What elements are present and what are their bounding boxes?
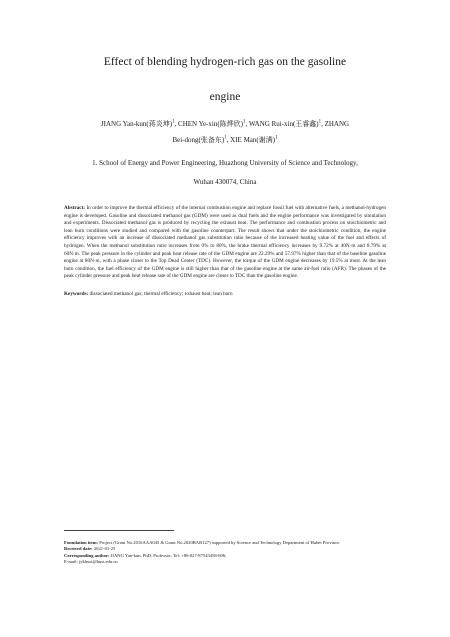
email-note: E-mail: jykhust@hust.edu.cn — [64, 559, 118, 565]
funding-label: Foundation item: — [64, 540, 99, 545]
footnote-divider — [64, 530, 174, 531]
affiliation-line-1: 1. School of Energy and Power Engineering, Huazhong University of Science and Technology, — [92, 159, 358, 167]
received-label: Received date: — [64, 546, 93, 552]
keywords-label: Keywords: — [64, 290, 89, 297]
author-list-continued — [64, 136, 386, 145]
abstract-text: In order to improve the thermal efficiency of the internal combustion engine and replace fossil fuel with alternative fuels, a methanol-hydrogen engine is developed. Gasoline and dissociated methanol gas (GDM) were used as dual fuels and the engine performance was investigated by simulation and experiments. Dissociated methanol gas is produced by recycling the exhaust heat. The performance and combustion process on stoichiometric and lean burn conditions were studied and compared with the gasoline counterpart. The result shows that under the stoichiometric condition, the engine efficiency improves with an increase of dissociated methanol gas substitution ratio because of the increased heating value of the fuel and effects of hydrogen. When the methanol substitution ratio increases from 0% to 80%, the brake thermal efficiency increases by 9.72% at 40N·m and 8.79% at 60N·m. The peak pressure in the cylinder and peak heat release rate of the GDM engine are 22.29% and 57.97% higher than that of the baseline gasoline engine at 80N·m, with a phase closer to the Top Dead Center (TDC). However, the torque of the GDM engine decreases by 19.5% at most. At the lean burn condition, the fuel efficiency of the GDM engine is still higher than that of the gasoline engine at the same air-fuel ratio (AFR). The phases of the peak cylinder pressure and peak heat release rate of the GDM engine are closer to TDC than the gasoline engine. — [64, 205, 386, 280]
corresponding-text: JIANG Yan-kun, PhD, Professor; Tel: +86-027-87543458-606; — [109, 552, 227, 558]
author-name: Bei-dong(张备东) — [172, 136, 225, 144]
corresponding-label: Corresponding author: — [64, 552, 110, 558]
affiliation-line-2: Wuhan 430074, China — [193, 178, 257, 186]
abstract — [64, 205, 386, 281]
funding-text: Project (Grant No.2016AAA045 & Grant No.2020BAB127) supported by Science and Technology Department of Hubei Province. — [98, 540, 341, 545]
abstract-label: Abstract: — [64, 205, 86, 211]
affiliation-marker: 1 — [172, 119, 175, 125]
affiliation-marker: 1 — [275, 135, 278, 141]
affiliation-marker: 1 — [318, 119, 322, 125]
affiliation-marker: 1 — [224, 135, 227, 141]
keywords-text: dissociated methanol gas; thermal efficiency; exhaust heat; lean burn — [88, 290, 233, 297]
author-name: , WANG Rui-xin(王睿鑫) — [245, 120, 319, 128]
paper-title-line-2: engine — [209, 91, 241, 103]
keywords — [64, 291, 386, 299]
author-name: , CHEN Ye-xin(陈烨欣) — [174, 120, 243, 128]
footnotes — [64, 540, 386, 566]
received-text: 2021-01-25 — [92, 546, 116, 552]
paper-title-line-1: Effect of blending hydrogen-rich gas on the gasoline — [103, 56, 347, 68]
author-list — [64, 120, 386, 129]
author-name: , XIE Man(谢满) — [226, 136, 276, 144]
author-name: , ZHANG — [321, 120, 350, 128]
author-name: JIANG Yan-kun(蒋炎坤) — [100, 120, 173, 128]
affiliation-marker: 1 — [243, 119, 246, 125]
